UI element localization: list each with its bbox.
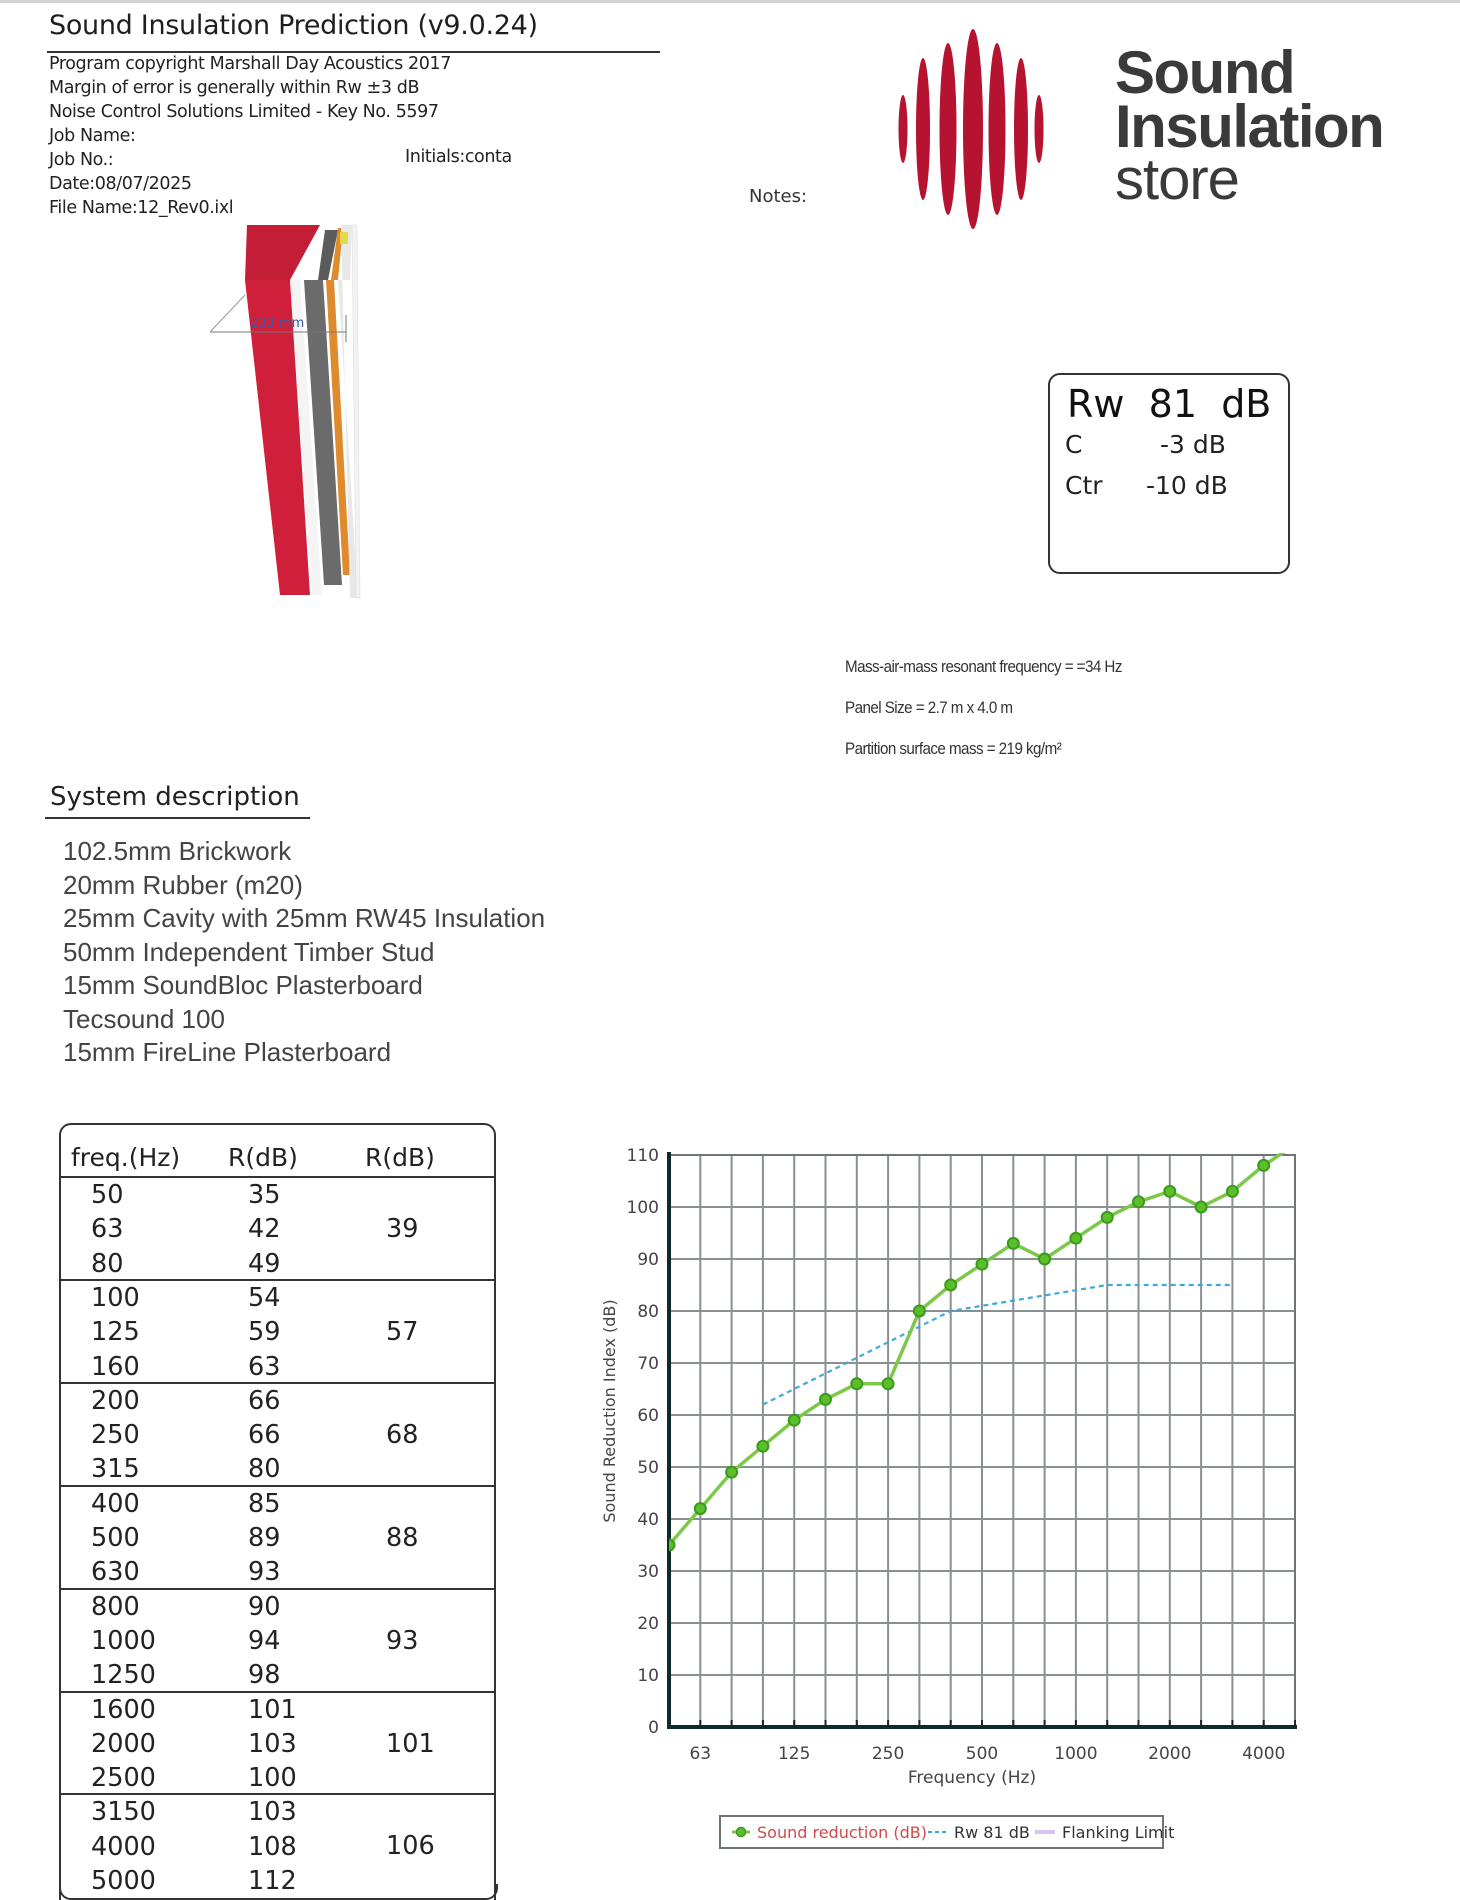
system-layer-item: 20mm Rubber (m20) xyxy=(63,869,303,900)
x-tick-label: 250 xyxy=(871,1744,905,1764)
job-no-field: Job No.: xyxy=(49,150,114,170)
tecsound-layer-top xyxy=(340,232,348,244)
y-tick-label: 10 xyxy=(637,1666,659,1686)
table-cell-frequency: 630 xyxy=(91,1557,140,1588)
y-tick-label: 50 xyxy=(637,1458,659,1478)
x-tick-label: 2000 xyxy=(1148,1744,1192,1764)
legend-sound-reduction-label: Sound reduction (dB) xyxy=(757,1823,927,1842)
x-tick-label: 63 xyxy=(689,1744,712,1764)
table-cell-frequency: 1250 xyxy=(91,1660,156,1691)
table-cell-frequency: 1600 xyxy=(91,1694,156,1725)
rw-reference-curve xyxy=(763,1285,1233,1405)
table-cell-r-value: 80 xyxy=(248,1454,281,1485)
table-cell-r-value: 112 xyxy=(248,1866,297,1896)
table-group-divider xyxy=(59,1793,496,1795)
table-cell-frequency: 63 xyxy=(91,1214,124,1245)
y-tick-label: 70 xyxy=(637,1354,659,1374)
system-layer-item: 25mm Cavity with 25mm RW45 Insulation xyxy=(63,903,546,933)
table-cell-octave-value: 88 xyxy=(386,1523,419,1554)
table-cell-r-value: 54 xyxy=(248,1282,281,1313)
ctr-value: -10 dB xyxy=(1146,471,1228,500)
brick-layer-top xyxy=(245,225,320,280)
x-tick-label: 500 xyxy=(965,1744,999,1764)
table-group-divider xyxy=(59,1485,496,1487)
logo-bar xyxy=(963,29,983,229)
logo-bar xyxy=(899,95,908,163)
system-layer-item: 15mm FireLine Plasterboard xyxy=(63,1037,392,1067)
table-cell-r-value: 59 xyxy=(248,1317,281,1348)
system-layer-item: Tecsound 100 xyxy=(63,1003,225,1034)
table-header-frequency: freq.(Hz) xyxy=(71,1143,181,1172)
system-description-heading: System description xyxy=(50,782,300,812)
table-cell-frequency: 4000 xyxy=(91,1831,156,1862)
logo-line-3: store xyxy=(1115,147,1239,212)
table-cell-octave-value: 68 xyxy=(386,1420,419,1451)
table-cell-octave-value: 106 xyxy=(386,1831,435,1862)
x-tick-label: 125 xyxy=(777,1744,811,1764)
logo-bar xyxy=(940,43,957,215)
table-cell-r-value: 103 xyxy=(248,1797,297,1828)
x-axis-title: Frequency (Hz) xyxy=(907,1768,1037,1788)
logo-line-1: Sound xyxy=(1115,39,1295,106)
sound-reduction-chart xyxy=(580,1130,1320,1870)
sound-reduction-point xyxy=(1008,1238,1019,1249)
table-cell-octave-value: 57 xyxy=(386,1317,419,1348)
table-cell-frequency: 315 xyxy=(91,1454,140,1485)
page-top-border xyxy=(0,0,1460,3)
table-cell-octave-value: 93 xyxy=(386,1626,419,1657)
sound-reduction-point xyxy=(914,1306,925,1317)
sound-reduction-point xyxy=(945,1280,956,1291)
y-tick-label: 90 xyxy=(637,1250,659,1270)
y-tick-label: 80 xyxy=(637,1302,659,1322)
logo-line-2: Insulation xyxy=(1115,93,1384,160)
logo-bar xyxy=(1035,95,1044,163)
sound-reduction-point xyxy=(1227,1186,1238,1197)
margin-of-error-text: Margin of error is generally within Rw ±3 dB xyxy=(49,78,420,98)
sound-reduction-point xyxy=(1164,1186,1175,1197)
table-cell-octave-value: 39 xyxy=(386,1214,419,1245)
y-tick-label: 40 xyxy=(637,1510,659,1530)
logo-bar xyxy=(1014,58,1028,200)
page-title: Sound Insulation Prediction (v9.0.24) xyxy=(49,10,538,41)
table-group-divider xyxy=(59,1279,496,1281)
legend-flanking-label: Flanking Limit xyxy=(1062,1823,1175,1842)
surface-mass-text: Partition surface mass = 219 kg/m² xyxy=(845,740,1062,758)
sound-reduction-point xyxy=(1196,1202,1207,1213)
date-field: Date:08/07/2025 xyxy=(49,174,192,194)
table-cell-r-value: 49 xyxy=(248,1248,281,1279)
c-value: -3 dB xyxy=(1160,430,1226,459)
table-cell-r-value: 90 xyxy=(248,1591,281,1622)
table-cell-r-value: 108 xyxy=(248,1831,297,1862)
sound-reduction-point xyxy=(851,1378,862,1389)
table-cell-frequency: 250 xyxy=(91,1420,140,1451)
table-group-divider xyxy=(59,1382,496,1384)
table-cell-frequency: 3150 xyxy=(91,1797,156,1828)
table-cell-r-value: 66 xyxy=(248,1385,281,1416)
table-header-r-third-octave: R(dB) xyxy=(228,1143,298,1172)
logo-bar xyxy=(989,43,1006,215)
y-tick-label: 0 xyxy=(648,1718,659,1738)
table-cell-r-value: 103 xyxy=(248,1728,297,1759)
sound-reduction-point xyxy=(1070,1233,1081,1244)
rw-label: Rw xyxy=(1067,382,1125,426)
sound-reduction-point xyxy=(883,1378,894,1389)
table-cell-frequency: 800 xyxy=(91,1591,140,1622)
wall-section-drawing xyxy=(200,220,380,600)
table-cell-octave-value: 101 xyxy=(386,1729,435,1760)
job-meta xyxy=(49,52,451,220)
x-tick-label: 1000 xyxy=(1054,1744,1098,1764)
sound-reduction-point xyxy=(664,1540,675,1551)
sound-reduction-point xyxy=(757,1441,768,1452)
dimension-diagonal xyxy=(210,295,245,332)
table-cell-frequency: 500 xyxy=(91,1523,140,1553)
y-tick-label: 100 xyxy=(626,1198,659,1218)
sound-reduction-point xyxy=(726,1467,737,1478)
job-name-field: Job Name: xyxy=(49,126,136,146)
logo-wordmark xyxy=(1115,39,1384,212)
table-cell-frequency: 160 xyxy=(91,1351,140,1382)
y-tick-label: 30 xyxy=(637,1562,659,1582)
table-header-r-octave: R(dB) xyxy=(365,1143,435,1172)
legend-rw-label: Rw 81 dB xyxy=(954,1823,1030,1842)
sound-reduction-point xyxy=(1258,1160,1269,1171)
table-group-divider xyxy=(59,1588,496,1590)
table-cell-r-value: 63 xyxy=(248,1351,281,1382)
sound-reduction-point xyxy=(1039,1254,1050,1265)
system-layer-list xyxy=(63,835,545,1070)
thickness-label: 233 mm xyxy=(250,316,305,331)
table-cell-r-value: 89 xyxy=(248,1523,281,1553)
initials-field: Initials:conta xyxy=(405,147,512,167)
system-layer-item: 102.5mm Brickwork xyxy=(63,836,292,866)
table-cell-frequency: 2500 xyxy=(91,1763,156,1794)
table-cell-r-value: 66 xyxy=(248,1420,281,1451)
table-group-divider xyxy=(59,1176,496,1178)
copyright-text: Program copyright Marshall Day Acoustics 2017 xyxy=(49,54,451,74)
table-cell-frequency: 1000 xyxy=(91,1625,156,1656)
resonant-frequency-text: Mass-air-mass resonant frequency = =34 Hz xyxy=(845,658,1122,676)
table-cell-r-value: 85 xyxy=(248,1488,281,1519)
sound-reduction-point xyxy=(789,1415,800,1426)
sound-reduction-point xyxy=(820,1394,831,1405)
legend-sound-reduction-marker xyxy=(737,1828,746,1837)
table-cell-frequency: 5000 xyxy=(91,1866,156,1896)
table-cell-r-value: 35 xyxy=(248,1180,281,1210)
table-cell-frequency: 400 xyxy=(91,1488,140,1519)
table-group-divider xyxy=(59,1691,496,1693)
licensee-text: Noise Control Solutions Limited - Key No. 5597 xyxy=(49,102,439,122)
table-cell-frequency: 2000 xyxy=(91,1728,156,1759)
rw-unit: dB xyxy=(1221,382,1272,426)
table-cell-r-value: 98 xyxy=(248,1660,281,1691)
sound-reduction-point xyxy=(977,1259,988,1270)
table-cell-r-value: 100 xyxy=(248,1763,297,1794)
logo-bar xyxy=(916,58,930,200)
system-description-underline xyxy=(45,817,310,819)
table-cell-r-value: 101 xyxy=(248,1694,297,1725)
table-cell-frequency: 50 xyxy=(91,1180,124,1210)
table-cell-r-value: 93 xyxy=(248,1557,281,1588)
rw-value: 81 xyxy=(1148,382,1198,426)
table-cell-frequency: 125 xyxy=(91,1317,140,1348)
system-layer-item: 15mm SoundBloc Plasterboard xyxy=(63,970,423,1000)
c-label: C xyxy=(1065,430,1083,459)
y-tick-label: 20 xyxy=(637,1614,659,1634)
table-cell-frequency: 80 xyxy=(91,1248,124,1279)
sound-reduction-point xyxy=(695,1503,706,1514)
table-cell-r-value: 94 xyxy=(248,1625,281,1656)
x-tick-label: 4000 xyxy=(1242,1744,1286,1764)
system-layer-item: 50mm Independent Timber Stud xyxy=(63,936,435,967)
table-cell-frequency: 200 xyxy=(91,1385,140,1416)
y-tick-label: 110 xyxy=(626,1146,659,1166)
panel-size-text: Panel Size = 2.7 m x 4.0 m xyxy=(845,699,1013,717)
sound-reduction-point xyxy=(1133,1196,1144,1207)
file-name-field: File Name:12_Rev0.ixl xyxy=(49,198,234,218)
y-tick-label: 60 xyxy=(637,1406,659,1426)
rw-rating xyxy=(1067,382,1271,426)
table-cell-r-value: 42 xyxy=(248,1214,281,1245)
ctr-label: Ctr xyxy=(1065,471,1103,500)
sound-reduction-point xyxy=(1290,1139,1301,1150)
table-cell-frequency: 100 xyxy=(91,1282,140,1313)
notes-label: Notes: xyxy=(749,186,808,207)
sound-reduction-point xyxy=(1102,1212,1113,1223)
y-axis-title: Sound Reduction Index (dB) xyxy=(600,1299,619,1523)
